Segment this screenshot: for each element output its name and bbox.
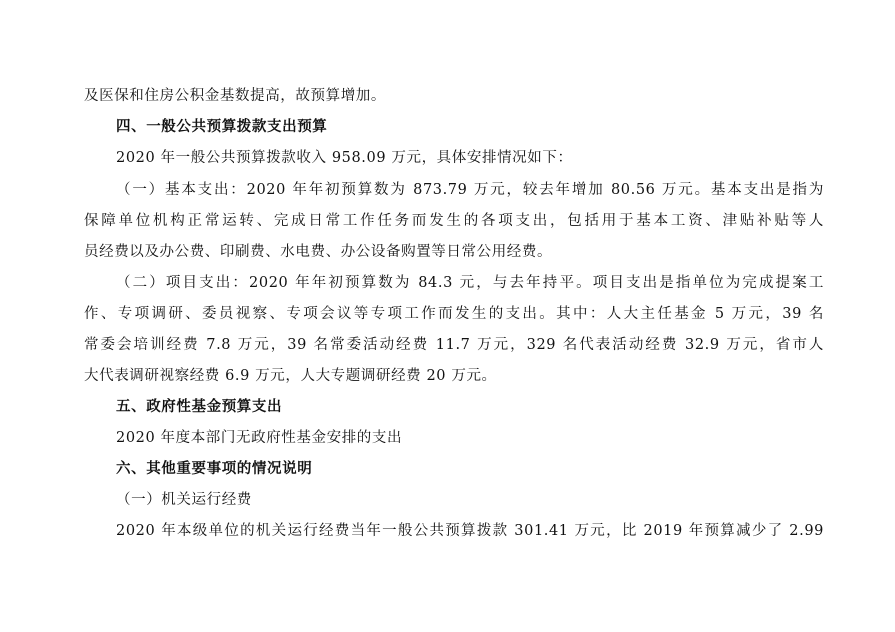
- section-heading-4: 四、一般公共预算拨款支出预算: [116, 119, 328, 135]
- paragraph-line: 员经费以及办公费、印刷费、水电费、办公设备购置等日常公用经费。: [84, 244, 553, 260]
- paragraph-line: （一）基本支出：2020 年年初预算数为 873.79 万元，较去年增加 80.56 万元。基本支出是指为: [116, 182, 824, 198]
- paragraph-line: 2020 年一般公共预算拨款收入 958.09 万元，具体安排情况如下：: [116, 150, 573, 166]
- paragraph-line: 2020 年本级单位的机关运行经费当年一般公共预算拨款 301.41 万元，比 2019 年预算减少了 2.99: [116, 523, 824, 539]
- paragraph-line: 常委会培训经费 7.8 万元，39 名常委活动经费 11.7 万元，329 名代表活动经费 32.9 万元，省市人: [84, 337, 824, 353]
- paragraph-line: （二）项目支出：2020 年年初预算数为 84.3 元，与去年持平。项目支出是指单位为完成提案工: [116, 275, 824, 291]
- section-heading-6: 六、其他重要事项的情况说明: [116, 461, 313, 477]
- paragraph-line: 保障单位机构正常运转、完成日常工作任务而发生的各项支出，包括用于基本工资、津贴补贴等人: [84, 213, 824, 229]
- paragraph-line: 2020 年度本部门无政府性基金安排的支出: [116, 430, 403, 446]
- section-heading-5: 五、政府性基金预算支出: [116, 399, 283, 415]
- paragraph-line: 作、专项调研、委员视察、专项会议等专项工作而发生的支出。其中：人大主任基金 5 万元，39 名: [84, 306, 824, 322]
- paragraph-line: 及医保和住房公积金基数提高，故预算增加。: [84, 88, 386, 104]
- paragraph-line: 大代表调研视察经费 6.9 万元，人大专题调研经费 20 万元。: [84, 368, 497, 384]
- subsection-heading: （一）机关运行经费: [116, 492, 252, 508]
